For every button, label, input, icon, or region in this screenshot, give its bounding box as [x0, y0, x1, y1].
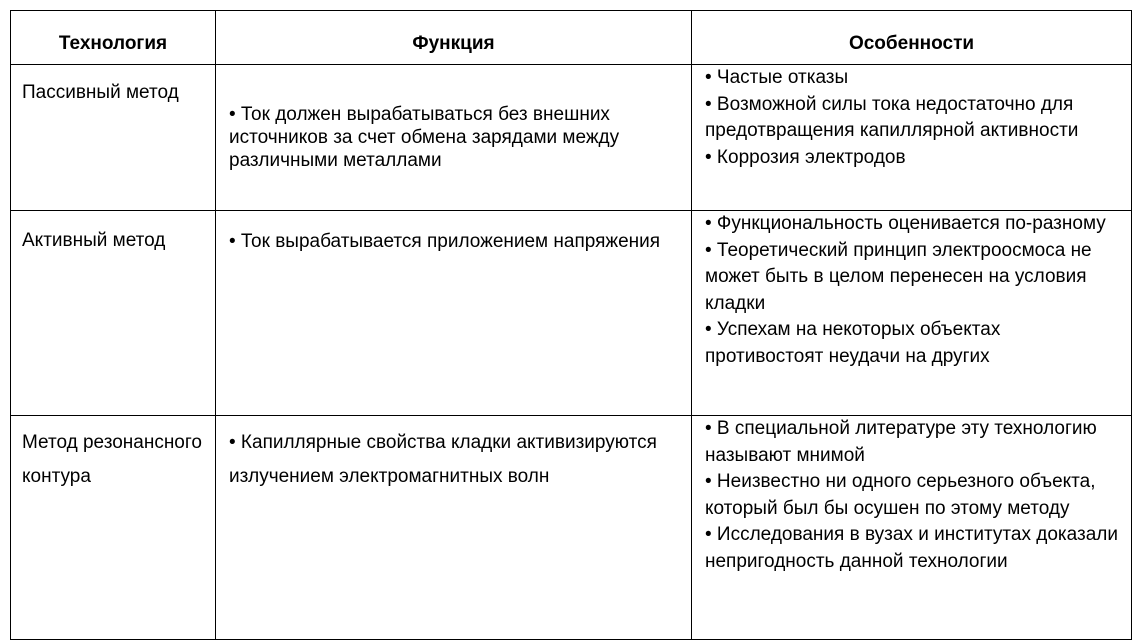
technology-cell: Метод резонансного контура — [11, 416, 216, 640]
technology-cell: Активный метод — [11, 211, 216, 416]
function-text: • Ток должен вырабатываться без внешних источников за счет обмена зарядами между различными металлами — [229, 104, 620, 171]
table-row — [11, 416, 1132, 640]
feature-item: • Исследования в вузах и институтах доказали непригодность данной технологии — [705, 524, 1118, 572]
header-features: Особенности — [692, 11, 1132, 65]
function-text: • Капиллярные свойства кладки активизируются излучением электромагнитных волн — [229, 432, 657, 487]
feature-item: • Функциональность оценивается по-разному — [705, 213, 1106, 234]
feature-item: • Возможной силы тока недостаточно для предотвращения капиллярной активности — [705, 93, 1079, 142]
feature-item: • Успехам на некоторых объектах противостоят неудачи на других — [705, 319, 1001, 367]
feature-item: • В специальной литературе эту технологию называют мнимой — [705, 418, 1097, 466]
feature-item: • Коррозия электродов — [705, 146, 906, 168]
header-technology: Технология — [11, 11, 216, 65]
table-header-row — [11, 11, 1132, 65]
features-cell — [692, 416, 1132, 640]
comparison-table — [10, 10, 1132, 640]
header-function: Функция — [216, 11, 692, 65]
feature-item: • Неизвестно ни одного серьезного объекта, который был бы осушен по этому методу — [705, 471, 1096, 519]
features-cell — [692, 65, 1132, 211]
table-row — [11, 65, 1132, 211]
feature-item: • Частые отказы — [705, 67, 849, 88]
table-row — [11, 211, 1132, 416]
function-text: • Ток вырабатывается приложением напряжения — [229, 231, 661, 252]
function-cell — [216, 65, 692, 211]
feature-item: • Теоретический принцип электроосмоса не может быть в целом перенесен на условия кладки — [705, 239, 1092, 314]
function-cell — [216, 211, 692, 416]
features-cell — [692, 211, 1132, 416]
function-cell — [216, 416, 692, 640]
technology-cell: Пассивный метод — [11, 65, 216, 211]
